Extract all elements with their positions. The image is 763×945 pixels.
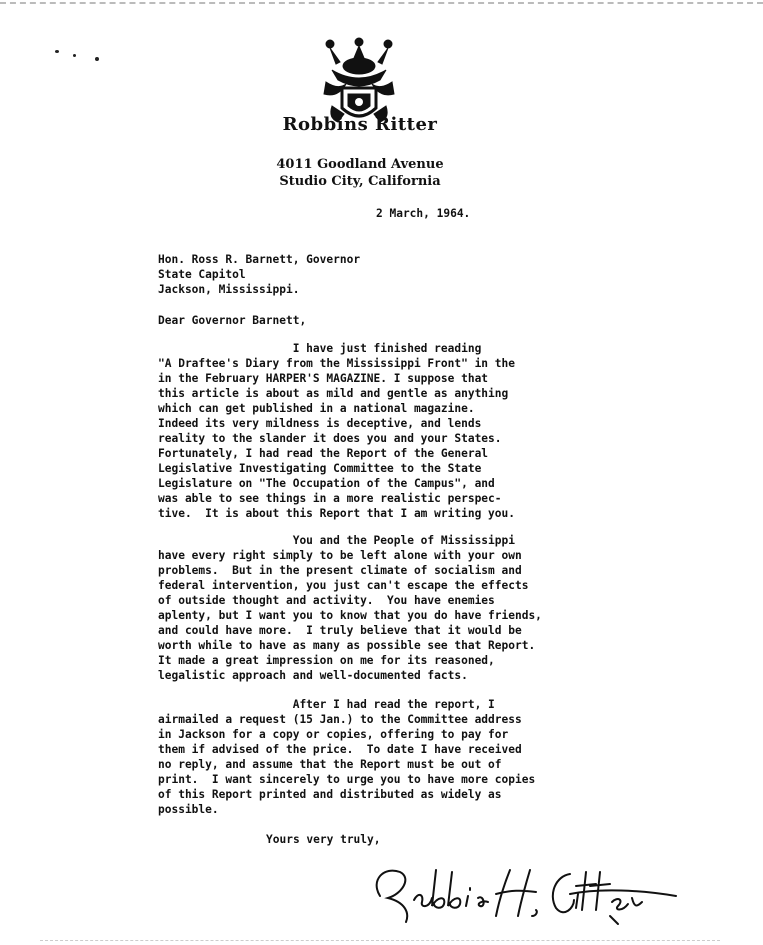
recipient-line: State Capitol: [158, 268, 246, 281]
paragraph-line: After I had read the report, I: [158, 698, 495, 711]
paragraph-line: Indeed its very mildness is deceptive, and lends: [158, 417, 482, 430]
paragraph-line: tive. It is about this Report that I am writing you.: [158, 507, 515, 520]
letter-date: 2 March, 1964.: [376, 207, 471, 220]
body-paragraph: [158, 697, 535, 817]
salutation: Dear Governor Barnett,: [158, 314, 307, 327]
body-paragraph: [158, 341, 515, 521]
page-bottom-edge: [40, 940, 720, 941]
paragraph-line: of this Report printed and distributed as widely as: [158, 788, 502, 801]
paragraph-line: problems. But in the present climate of socialism and: [158, 564, 522, 577]
paragraph-line: have every right simply to be left alone with your own: [158, 549, 522, 562]
paragraph-line: reality to the slander it does you and your States.: [158, 432, 502, 445]
paragraph-line: was able to see things in a more realistic perspec-: [158, 492, 502, 505]
paragraph-line: legalistic approach and well-documented facts.: [158, 669, 468, 682]
recipient-line: Hon. Ross R. Barnett, Governor: [158, 253, 361, 266]
handwritten-signature: [360, 850, 680, 928]
paragraph-line: Fortunately, I had read the Report of the General: [158, 447, 489, 460]
paragraph-line: of outside thought and activity. You have enemies: [158, 594, 495, 607]
paragraph-line: It made a great impression on me for its reasoned,: [158, 654, 495, 667]
paragraph-line: worth while to have as many as possible see that Report.: [158, 639, 536, 652]
paragraph-line: this article is about as mild and gentle as anything: [158, 387, 509, 400]
paragraph-line: in Jackson for a copy or copies, offering to pay for: [158, 728, 509, 741]
paragraph-line: and could have more. I truly believe that it would be: [158, 624, 522, 637]
paragraph-line: "A Draftee's Diary from the Mississippi Front" in the: [158, 357, 515, 370]
letterhead-address-city: Studio City, California: [279, 174, 441, 189]
closing: Yours very truly,: [266, 833, 381, 846]
paragraph-line: I have just finished reading: [158, 342, 482, 355]
speck-mark: [73, 54, 76, 57]
body-paragraph: [158, 533, 542, 683]
paragraph-line: possible.: [158, 803, 219, 816]
recipient-line: Jackson, Mississippi.: [158, 283, 300, 296]
paragraph-line: airmailed a request (15 Jan.) to the Committee address: [158, 713, 522, 726]
letterhead-address-street: 4011 Goodland Avenue: [276, 157, 444, 172]
paragraph-line: print. I want sincerely to urge you to have more copies: [158, 773, 536, 786]
paragraph-line: You and the People of Mississippi: [158, 534, 515, 547]
paragraph-line: which can get published in a national magazine.: [158, 402, 475, 415]
paragraph-line: Legislature on "The Occupation of the Campus", and: [158, 477, 495, 490]
paragraph-line: Legislative Investigating Committee to the State: [158, 462, 482, 475]
paragraph-line: in the February HARPER'S MAGAZINE. I suppose that: [158, 372, 489, 385]
paragraph-line: no reply, and assume that the Report must be out of: [158, 758, 502, 771]
speck-mark: [55, 50, 59, 53]
paragraph-line: federal intervention, you just can't escape the effects: [158, 579, 529, 592]
paragraph-line: aplenty, but I want you to know that you do have friends,: [158, 609, 542, 622]
page-top-edge: [0, 2, 763, 4]
speck-mark: [95, 57, 99, 61]
paragraph-line: them if advised of the price. To date I have received: [158, 743, 522, 756]
letterhead-name: Robbins Ritter: [282, 114, 438, 135]
